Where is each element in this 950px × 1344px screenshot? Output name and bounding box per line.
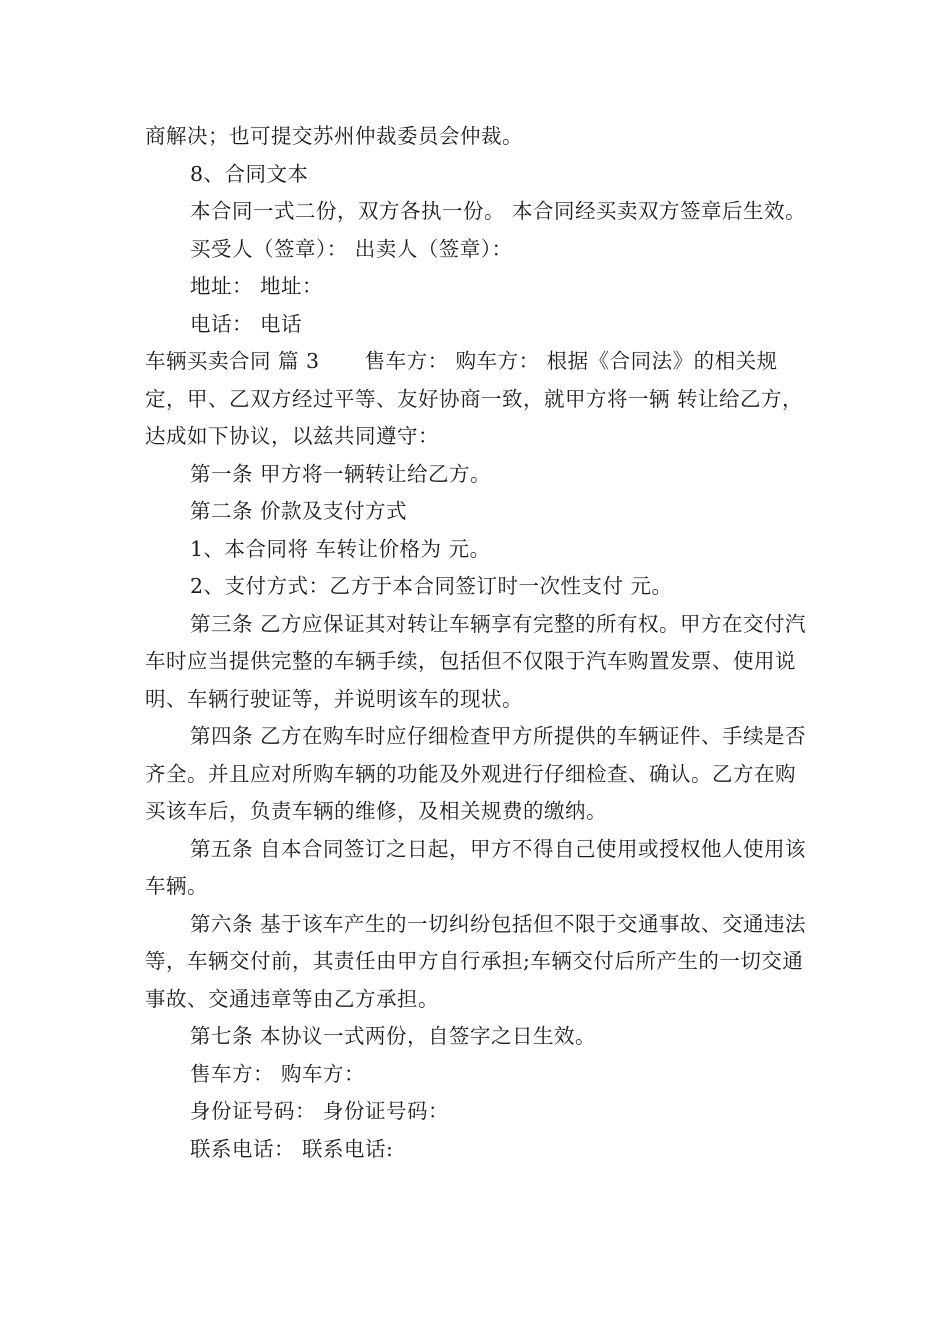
article-1: 第一条 甲方将一辆转让给乙方。 bbox=[190, 461, 492, 486]
paragraph-contract-text-heading: 8、合同文本 bbox=[190, 161, 309, 186]
paragraph-phone: 电话： 电话 bbox=[190, 311, 303, 336]
article-2-item-2: 2、支付方式：乙方于本合同签订时一次性支付 元。 bbox=[190, 574, 673, 598]
paragraph-signatures: 买受人（签章）： 出卖人（签章）： bbox=[190, 236, 513, 261]
article-2-item-1: 1、本合同将 车转让价格为 元。 bbox=[190, 536, 491, 561]
signature-id-numbers: 身份证号码： 身份证号码： bbox=[190, 1099, 450, 1123]
article-2: 第二条 价款及支付方式 bbox=[190, 499, 408, 523]
paragraph-contract-3-intro bbox=[145, 343, 810, 456]
document-body bbox=[145, 118, 810, 1168]
article-5: 第五条 自本合同签订之日起，甲方不得自己使用或授权他人使用该车辆。 bbox=[145, 836, 807, 898]
paragraph-arbitration-end: 商解决；也可提交苏州仲裁委员会仲裁。 bbox=[145, 124, 523, 148]
article-6: 第六条 基于该车产生的一切纠纷包括但不限于交通事故、交通违法等，车辆交付前，其责任由甲方自行承担;车辆交付后所产生的一切交通事故、交通违章等由乙方承担。 bbox=[145, 911, 807, 1011]
signature-phones: 联系电话： 联系电话: bbox=[190, 1136, 394, 1161]
article-4: 第四条 乙方在购车时应仔细检查甲方所提供的车辆证件、手续是否齐全。并且应对所购车辆的功能及外观进行仔细检查、确认。乙方在购买该车后，负责车辆的维修，及相关规费的缴纳。 bbox=[145, 724, 807, 823]
article-7: 第七条 本协议一式两份，自签字之日生效。 bbox=[190, 1024, 597, 1048]
contract-3-intro-text: 售车方： 购车方： 根据《合同法》的相关规定，甲、乙双方经过平等、友好协商一致，就甲方将一辆 转让给乙方，达成如下协议，以兹共同遵守： bbox=[145, 349, 804, 448]
paragraph-address: 地址： 地址： bbox=[190, 274, 324, 298]
signature-parties: 售车方： 购车方： bbox=[190, 1061, 366, 1086]
contract-3-title: 车辆买卖合同 篇 3 bbox=[145, 349, 320, 373]
paragraph-contract-copies: 本合同一式二份，双方各执一份。 本合同经买卖双方签章后生效。 bbox=[190, 199, 807, 223]
article-3: 第三条 乙方应保证其对转让车辆享有完整的所有权。甲方在交付汽车时应当提供完整的车辆手续，包括但不仅限于汽车购置发票、使用说明、车辆行驶证等，并说明该车的现状。 bbox=[145, 611, 807, 711]
